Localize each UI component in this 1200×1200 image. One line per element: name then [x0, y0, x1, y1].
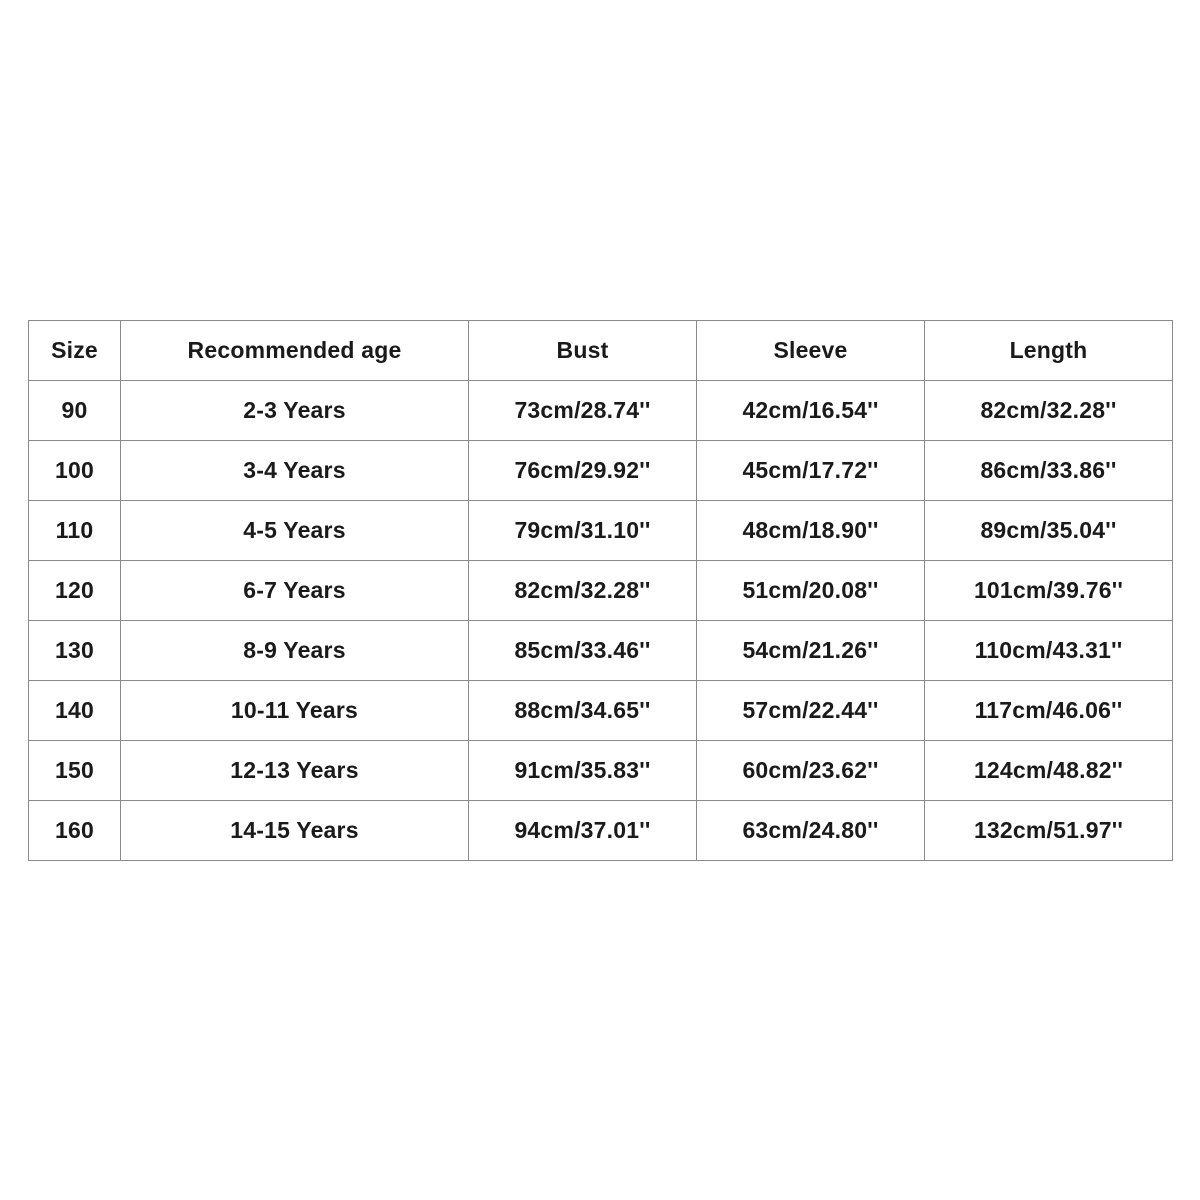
cell-sleeve: 42cm/16.54'' — [697, 381, 925, 441]
cell-age: 8-9 Years — [121, 621, 469, 681]
cell-bust: 76cm/29.92'' — [469, 441, 697, 501]
cell-size: 140 — [29, 681, 121, 741]
cell-length: 132cm/51.97'' — [925, 801, 1173, 861]
table-row — [29, 681, 1173, 741]
cell-age: 14-15 Years — [121, 801, 469, 861]
table-row — [29, 381, 1173, 441]
cell-age: 12-13 Years — [121, 741, 469, 801]
header-length: Length — [925, 321, 1173, 381]
cell-bust: 79cm/31.10'' — [469, 501, 697, 561]
cell-length: 82cm/32.28'' — [925, 381, 1173, 441]
cell-bust: 82cm/32.28'' — [469, 561, 697, 621]
cell-bust: 73cm/28.74'' — [469, 381, 697, 441]
table-row — [29, 801, 1173, 861]
cell-sleeve: 48cm/18.90'' — [697, 501, 925, 561]
cell-bust: 94cm/37.01'' — [469, 801, 697, 861]
cell-bust: 91cm/35.83'' — [469, 741, 697, 801]
cell-length: 110cm/43.31'' — [925, 621, 1173, 681]
cell-length: 89cm/35.04'' — [925, 501, 1173, 561]
cell-size: 100 — [29, 441, 121, 501]
cell-age: 10-11 Years — [121, 681, 469, 741]
cell-size: 130 — [29, 621, 121, 681]
cell-sleeve: 57cm/22.44'' — [697, 681, 925, 741]
cell-length: 101cm/39.76'' — [925, 561, 1173, 621]
cell-sleeve: 63cm/24.80'' — [697, 801, 925, 861]
table-row — [29, 441, 1173, 501]
cell-length: 86cm/33.86'' — [925, 441, 1173, 501]
table-row — [29, 561, 1173, 621]
cell-size: 160 — [29, 801, 121, 861]
cell-size: 90 — [29, 381, 121, 441]
cell-sleeve: 51cm/20.08'' — [697, 561, 925, 621]
cell-age: 3-4 Years — [121, 441, 469, 501]
cell-sleeve: 54cm/21.26'' — [697, 621, 925, 681]
header-recommended-age: Recommended age — [121, 321, 469, 381]
table-row — [29, 501, 1173, 561]
table-row — [29, 621, 1173, 681]
size-chart-table — [28, 320, 1173, 861]
table-header-row — [29, 321, 1173, 381]
header-size: Size — [29, 321, 121, 381]
cell-sleeve: 45cm/17.72'' — [697, 441, 925, 501]
cell-sleeve: 60cm/23.62'' — [697, 741, 925, 801]
header-sleeve: Sleeve — [697, 321, 925, 381]
cell-length: 117cm/46.06'' — [925, 681, 1173, 741]
cell-size: 150 — [29, 741, 121, 801]
cell-age: 6-7 Years — [121, 561, 469, 621]
cell-age: 4-5 Years — [121, 501, 469, 561]
cell-age: 2-3 Years — [121, 381, 469, 441]
cell-size: 120 — [29, 561, 121, 621]
cell-bust: 85cm/33.46'' — [469, 621, 697, 681]
cell-length: 124cm/48.82'' — [925, 741, 1173, 801]
table-row — [29, 741, 1173, 801]
cell-size: 110 — [29, 501, 121, 561]
header-bust: Bust — [469, 321, 697, 381]
cell-bust: 88cm/34.65'' — [469, 681, 697, 741]
